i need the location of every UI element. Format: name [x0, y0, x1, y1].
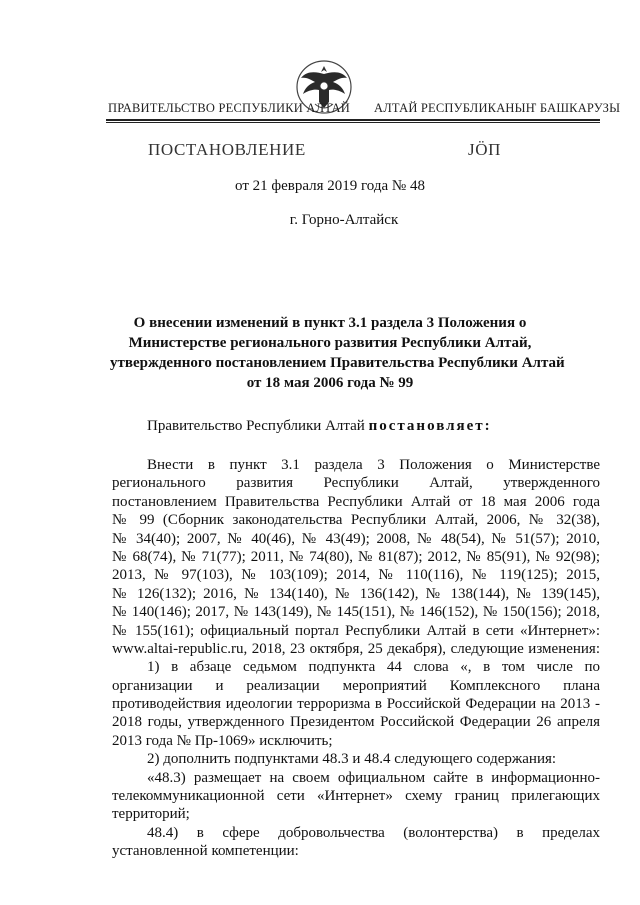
body-line: www.altai-republic.ru, 2018, 23 октября, 25 декабря), следующие изменения:: [112, 640, 600, 657]
body-line: «48.3) размещает на своем официальном сайте в информационно-: [147, 769, 600, 786]
body-line: установленной компетенции:: [112, 843, 299, 860]
title-line: утвержденного постановлением Правительства Республики Алтай: [110, 355, 565, 371]
title-line: Министерстве регионального развития Республики Алтай,: [128, 335, 532, 351]
body-line: 2013, № 97(103), № 103(109); 2014, № 110(116), № 119(125); 2015,: [112, 567, 600, 584]
body-line: № 140(146); 2017, № 143(149), № 145(151), № 146(152), № 150(156); 2018,: [112, 604, 600, 621]
government-name-altai: АЛТАЙ РЕСПУБЛИКАНЫҤ БАШКАРУЗЫ: [374, 101, 621, 115]
body-line: № 99 (Сборник законодательства Республики Алтай, 2006, № 32(38),: [112, 512, 600, 529]
body-line: № 126(132); 2016, № 134(140), № 136(142), № 138(144), № 139(145),: [112, 585, 600, 602]
body-line: Внести в пункт 3.1 раздела 3 Положения о Министерстве: [147, 457, 600, 473]
body-line: 2) дополнить подпунктами 48.3 и 48.4 следующего содержания:: [147, 751, 557, 768]
body-line: организации и реализации мероприятий Комплексного плана: [112, 677, 600, 694]
document-type-altai: ЈӦП: [468, 140, 501, 159]
document-date: от 21 февраля 2019 года № 48: [235, 178, 425, 194]
title-line: от 18 мая 2006 года № 99: [246, 375, 414, 391]
document-title: [110, 313, 565, 393]
government-name-russian: ПРАВИТЕЛЬСТВО РЕСПУБЛИКИ АЛТАЙ: [108, 101, 350, 115]
document-type: ПОСТАНОВЛЕНИЕ: [148, 140, 306, 159]
resolution-verb: постановляет:: [368, 418, 492, 434]
body-line: телекоммуникационной сети «Интернет» схему границ прилегающих: [112, 788, 600, 805]
body-line: № 155(161); официальный портал Республики Алтай в сети «Интернет»:: [112, 622, 600, 639]
document-body: [112, 456, 600, 861]
body-line: постановлением Правительства Республики Алтай от 18 мая 2006 года: [112, 493, 600, 510]
title-line: О внесении изменений в пункт 3.1 раздела 3 Положения о: [133, 315, 527, 331]
body-line: регионального развития Республики Алтай, утвержденного: [112, 475, 600, 492]
body-line: № 68(74), № 71(77); 2011, № 74(80), № 81(87); 2012, № 85(91), № 92(98);: [112, 548, 600, 565]
body-line: 1) в абзаце седьмом подпункта 44 слова «, в том числе по: [147, 659, 600, 676]
body-line: территорий;: [112, 806, 190, 823]
header-rule: [106, 119, 600, 121]
body-line: 48.4) в сфере добровольчества (волонтерства) в пределах: [147, 824, 600, 841]
body-line: 2018 годы, утвержденного Президентом Российской Федерации 26 апреля: [112, 714, 600, 731]
resolution-statement: [147, 417, 607, 435]
header-rule-thin: [106, 122, 600, 123]
body-line: противодействия идеологии терроризма в Российской Федерации на 2013 -: [112, 696, 600, 713]
body-line: 2013 года № Пр-1069» исключить;: [112, 732, 333, 749]
document-city: г. Горно-Алтайск: [289, 212, 399, 228]
body-line: № 34(40); 2007, № 40(46), № 43(49); 2008, № 48(54), № 51(57); 2010,: [112, 530, 600, 547]
resolution-prefix: Правительство Республики Алтай: [147, 418, 369, 434]
